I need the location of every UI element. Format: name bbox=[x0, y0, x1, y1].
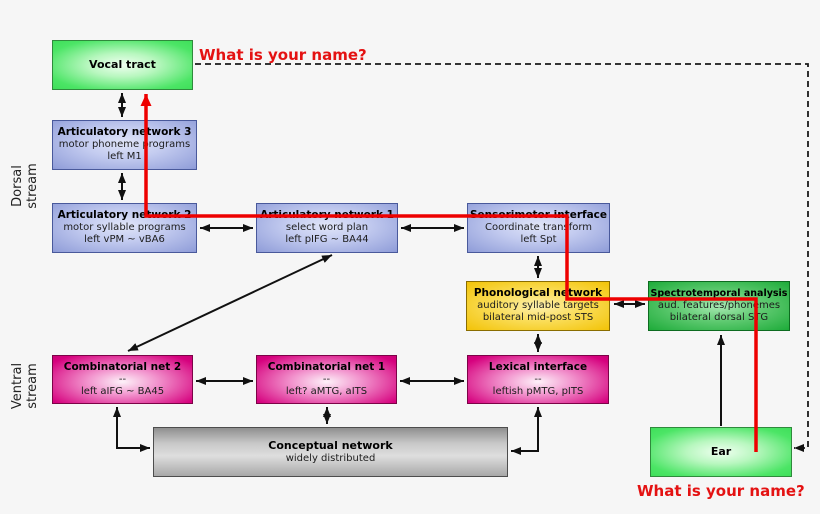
node-subtitle: motor phoneme programs bbox=[58, 139, 191, 151]
node-subtitle: widely distributed bbox=[285, 452, 376, 464]
node-title: Vocal tract bbox=[89, 58, 156, 72]
arrow-lexical-conceptual-elbow bbox=[511, 407, 538, 451]
arrow-art1-comb2-diagonal bbox=[128, 255, 332, 351]
node-subtitle: bilateral dorsal STG bbox=[669, 311, 769, 323]
node-subtitle: Coordinate transform bbox=[484, 222, 593, 234]
red-speech-repetition-path bbox=[146, 94, 756, 452]
node-articulatory-network-1 bbox=[256, 203, 398, 253]
dorsal-stream-label bbox=[4, 144, 48, 228]
node-title: Ear bbox=[710, 445, 732, 459]
node-ear bbox=[650, 427, 792, 477]
node-subtitle: leftish pMTG, pITS bbox=[492, 385, 584, 397]
node-title: Articulatory network 2 bbox=[57, 209, 192, 222]
node-title: Articulatory network 1 bbox=[260, 209, 394, 222]
node-title: Combinatorial net 1 bbox=[267, 360, 386, 373]
node-title: Combinatorial net 2 bbox=[63, 360, 182, 373]
node-subtitle: left pIFG ~ BA44 bbox=[285, 234, 369, 246]
bottom-red-callout: What is your name? bbox=[637, 482, 805, 500]
dorsal-stream-label-text: Dorsal stream bbox=[10, 163, 40, 209]
node-subtitle: motor syllable programs bbox=[63, 222, 186, 234]
node-subtitle: -- bbox=[534, 373, 542, 385]
node-spectrotemporal-analysis bbox=[648, 281, 790, 331]
ventral-stream-label bbox=[4, 344, 48, 428]
node-phonological-network bbox=[466, 281, 610, 331]
node-subtitle: -- bbox=[118, 373, 127, 385]
node-subtitle: left Spt bbox=[520, 234, 557, 246]
node-title: Lexical interface bbox=[488, 360, 588, 373]
top-red-callout: What is your name? bbox=[199, 46, 367, 64]
node-conceptual-network bbox=[153, 427, 508, 477]
node-subtitle: aud. features/phonemes bbox=[657, 299, 781, 311]
node-subtitle: left M1 bbox=[107, 151, 142, 163]
node-title: Conceptual network bbox=[268, 439, 393, 453]
ventral-stream-label-text: Ventral stream bbox=[10, 362, 40, 410]
arrow-comb2-conceptual-elbow bbox=[117, 407, 150, 448]
node-title: Sensorimotor interface bbox=[469, 209, 607, 222]
node-subtitle: select word plan bbox=[285, 222, 369, 234]
node-subtitle: bilateral mid-post STS bbox=[482, 312, 594, 324]
node-subtitle: auditory syllable targets bbox=[477, 300, 599, 312]
node-title: Articulatory network 3 bbox=[57, 126, 192, 139]
node-title: Phonological network bbox=[473, 287, 603, 300]
node-articulatory-network-3 bbox=[52, 120, 197, 170]
node-lexical-interface bbox=[467, 355, 609, 404]
node-title: Spectrotemporal analysis bbox=[650, 288, 788, 300]
node-combinatorial-net-1 bbox=[256, 355, 397, 404]
node-subtitle: -- bbox=[322, 373, 331, 385]
node-sensorimotor-interface bbox=[467, 203, 610, 253]
node-articulatory-network-2 bbox=[52, 203, 197, 253]
node-subtitle: left aIFG ~ BA45 bbox=[80, 385, 165, 397]
node-vocal-tract bbox=[52, 40, 193, 90]
node-subtitle: left vPM ~ vBA6 bbox=[84, 234, 165, 246]
node-combinatorial-net-2 bbox=[52, 355, 193, 404]
node-subtitle: left? aMTG, aITS bbox=[285, 385, 368, 397]
